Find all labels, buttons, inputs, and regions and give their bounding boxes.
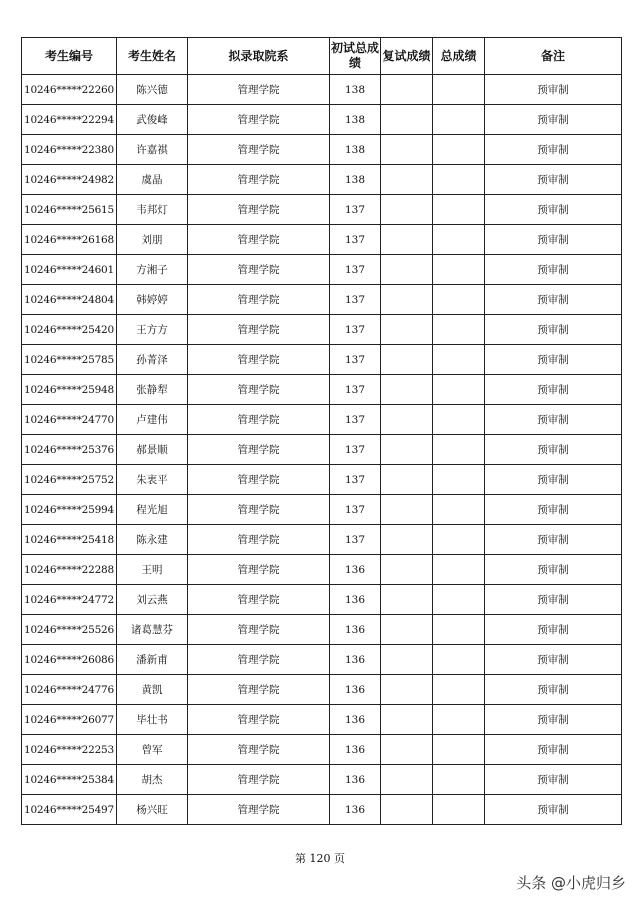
header-total-score: 总成绩 [433, 38, 485, 75]
cell-initial-score: 136 [330, 675, 381, 705]
cell-total-score [433, 75, 485, 105]
cell-candidate-name: 杨兴旺 [117, 795, 188, 825]
cell-department: 管理学院 [188, 225, 330, 255]
cell-retest-score [381, 735, 433, 765]
cell-total-score [433, 285, 485, 315]
cell-initial-score: 137 [330, 285, 381, 315]
cell-candidate-name: 王明 [117, 555, 188, 585]
cell-initial-score: 136 [330, 705, 381, 735]
cell-department: 管理学院 [188, 615, 330, 645]
cell-retest-score [381, 615, 433, 645]
cell-department: 管理学院 [188, 375, 330, 405]
cell-retest-score [381, 135, 433, 165]
table-row [22, 75, 622, 105]
cell-note: 预审制 [485, 435, 622, 465]
cell-initial-score: 137 [330, 315, 381, 345]
cell-retest-score [381, 585, 433, 615]
header-department: 拟录取院系 [188, 38, 330, 75]
cell-retest-score [381, 75, 433, 105]
cell-department: 管理学院 [188, 165, 330, 195]
table-row [22, 255, 622, 285]
cell-candidate-id: 10246*****22260 [22, 75, 117, 105]
cell-note: 预审制 [485, 705, 622, 735]
cell-department: 管理学院 [188, 765, 330, 795]
header-note: 备注 [485, 38, 622, 75]
cell-retest-score [381, 795, 433, 825]
cell-candidate-id: 10246*****25526 [22, 615, 117, 645]
cell-candidate-name: 陈兴德 [117, 75, 188, 105]
cell-initial-score: 138 [330, 135, 381, 165]
table-row [22, 375, 622, 405]
cell-initial-score: 137 [330, 255, 381, 285]
cell-total-score [433, 315, 485, 345]
table-header-row [22, 38, 622, 75]
cell-initial-score: 138 [330, 105, 381, 135]
cell-candidate-name: 郝景顺 [117, 435, 188, 465]
cell-candidate-id: 10246*****24804 [22, 285, 117, 315]
cell-candidate-name: 韦邦灯 [117, 195, 188, 225]
cell-note: 预审制 [485, 225, 622, 255]
cell-note: 预审制 [485, 765, 622, 795]
cell-total-score [433, 495, 485, 525]
cell-total-score [433, 645, 485, 675]
cell-total-score [433, 435, 485, 465]
cell-retest-score [381, 675, 433, 705]
cell-note: 预审制 [485, 285, 622, 315]
cell-retest-score [381, 435, 433, 465]
cell-initial-score: 136 [330, 555, 381, 585]
table-row [22, 435, 622, 465]
cell-department: 管理学院 [188, 75, 330, 105]
cell-candidate-id: 10246*****25615 [22, 195, 117, 225]
cell-total-score [433, 735, 485, 765]
cell-retest-score [381, 705, 433, 735]
cell-department: 管理学院 [188, 795, 330, 825]
cell-retest-score [381, 375, 433, 405]
cell-total-score [433, 795, 485, 825]
cell-total-score [433, 165, 485, 195]
table-row [22, 135, 622, 165]
cell-retest-score [381, 285, 433, 315]
cell-retest-score [381, 105, 433, 135]
cell-candidate-id: 10246*****24982 [22, 165, 117, 195]
cell-candidate-name: 韩婷婷 [117, 285, 188, 315]
cell-department: 管理学院 [188, 315, 330, 345]
cell-note: 预审制 [485, 375, 622, 405]
cell-initial-score: 137 [330, 225, 381, 255]
cell-candidate-id: 10246*****22294 [22, 105, 117, 135]
cell-retest-score [381, 225, 433, 255]
cell-note: 预审制 [485, 315, 622, 345]
cell-initial-score: 137 [330, 435, 381, 465]
cell-candidate-id: 10246*****25497 [22, 795, 117, 825]
cell-total-score [433, 675, 485, 705]
cell-retest-score [381, 465, 433, 495]
cell-total-score [433, 225, 485, 255]
cell-retest-score [381, 405, 433, 435]
cell-candidate-id: 10246*****25994 [22, 495, 117, 525]
cell-department: 管理学院 [188, 135, 330, 165]
cell-initial-score: 137 [330, 345, 381, 375]
table-row [22, 165, 622, 195]
cell-department: 管理学院 [188, 285, 330, 315]
cell-candidate-name: 方湘子 [117, 255, 188, 285]
table-row [22, 345, 622, 375]
cell-total-score [433, 255, 485, 285]
cell-total-score [433, 585, 485, 615]
cell-candidate-name: 朱衷平 [117, 465, 188, 495]
table-row [22, 705, 622, 735]
header-retest-score: 复试成绩 [381, 38, 433, 75]
cell-department: 管理学院 [188, 105, 330, 135]
cell-initial-score: 136 [330, 615, 381, 645]
cell-retest-score [381, 765, 433, 795]
cell-candidate-name: 许嘉祺 [117, 135, 188, 165]
cell-candidate-name: 黄凯 [117, 675, 188, 705]
cell-total-score [433, 105, 485, 135]
cell-department: 管理学院 [188, 645, 330, 675]
cell-initial-score: 138 [330, 165, 381, 195]
cell-candidate-id: 10246*****26077 [22, 705, 117, 735]
cell-note: 预审制 [485, 165, 622, 195]
table-row [22, 315, 622, 345]
table-row [22, 675, 622, 705]
table-row [22, 525, 622, 555]
cell-total-score [433, 525, 485, 555]
cell-candidate-id: 10246*****22253 [22, 735, 117, 765]
cell-candidate-id: 10246*****25384 [22, 765, 117, 795]
cell-candidate-name: 张静犁 [117, 375, 188, 405]
cell-candidate-name: 卢建伟 [117, 405, 188, 435]
cell-note: 预审制 [485, 555, 622, 585]
cell-retest-score [381, 555, 433, 585]
cell-initial-score: 137 [330, 495, 381, 525]
cell-candidate-id: 10246*****26086 [22, 645, 117, 675]
cell-candidate-name: 武俊峰 [117, 105, 188, 135]
table-row [22, 735, 622, 765]
cell-department: 管理学院 [188, 465, 330, 495]
cell-department: 管理学院 [188, 195, 330, 225]
cell-initial-score: 137 [330, 405, 381, 435]
cell-initial-score: 137 [330, 525, 381, 555]
table-row [22, 585, 622, 615]
table-row [22, 795, 622, 825]
cell-candidate-id: 10246*****24770 [22, 405, 117, 435]
table-row [22, 615, 622, 645]
cell-department: 管理学院 [188, 705, 330, 735]
cell-total-score [433, 765, 485, 795]
cell-candidate-name: 曾军 [117, 735, 188, 765]
cell-candidate-name: 程光旭 [117, 495, 188, 525]
table-row [22, 765, 622, 795]
cell-total-score [433, 135, 485, 165]
cell-retest-score [381, 195, 433, 225]
cell-candidate-id: 10246*****25752 [22, 465, 117, 495]
cell-department: 管理学院 [188, 585, 330, 615]
cell-candidate-name: 刘朋 [117, 225, 188, 255]
table-row [22, 195, 622, 225]
cell-candidate-name: 诸葛慧芬 [117, 615, 188, 645]
cell-retest-score [381, 345, 433, 375]
cell-candidate-id: 10246*****25948 [22, 375, 117, 405]
cell-candidate-name: 胡杰 [117, 765, 188, 795]
cell-note: 预审制 [485, 645, 622, 675]
cell-department: 管理学院 [188, 735, 330, 765]
cell-note: 预审制 [485, 345, 622, 375]
watermark: 头条 @小虎归乡 [516, 874, 626, 892]
cell-note: 预审制 [485, 465, 622, 495]
cell-total-score [433, 195, 485, 225]
header-candidate-id: 考生编号 [22, 38, 117, 75]
cell-initial-score: 137 [330, 195, 381, 225]
cell-candidate-id: 10246*****24776 [22, 675, 117, 705]
cell-candidate-id: 10246*****26168 [22, 225, 117, 255]
cell-note: 预审制 [485, 795, 622, 825]
header-initial-score: 初试总成绩 [330, 38, 381, 75]
cell-candidate-id: 10246*****25376 [22, 435, 117, 465]
cell-note: 预审制 [485, 615, 622, 645]
cell-department: 管理学院 [188, 435, 330, 465]
cell-note: 预审制 [485, 585, 622, 615]
cell-initial-score: 136 [330, 585, 381, 615]
cell-candidate-id: 10246*****25420 [22, 315, 117, 345]
table-row [22, 405, 622, 435]
table-row [22, 465, 622, 495]
cell-note: 预审制 [485, 735, 622, 765]
cell-department: 管理学院 [188, 405, 330, 435]
cell-candidate-name: 潘新甫 [117, 645, 188, 675]
cell-note: 预审制 [485, 105, 622, 135]
cell-note: 预审制 [485, 675, 622, 705]
admission-table [21, 37, 622, 825]
cell-retest-score [381, 315, 433, 345]
cell-candidate-id: 10246*****25785 [22, 345, 117, 375]
cell-department: 管理学院 [188, 555, 330, 585]
table-row [22, 285, 622, 315]
cell-note: 预审制 [485, 75, 622, 105]
cell-total-score [433, 345, 485, 375]
cell-initial-score: 138 [330, 75, 381, 105]
cell-candidate-id: 10246*****22380 [22, 135, 117, 165]
cell-candidate-name: 王方方 [117, 315, 188, 345]
cell-note: 预审制 [485, 495, 622, 525]
cell-department: 管理学院 [188, 675, 330, 705]
cell-retest-score [381, 165, 433, 195]
cell-candidate-name: 虞晶 [117, 165, 188, 195]
cell-candidate-name: 孙菁泽 [117, 345, 188, 375]
cell-initial-score: 136 [330, 645, 381, 675]
cell-retest-score [381, 525, 433, 555]
cell-note: 预审制 [485, 405, 622, 435]
cell-note: 预审制 [485, 135, 622, 165]
cell-initial-score: 136 [330, 765, 381, 795]
cell-total-score [433, 375, 485, 405]
cell-total-score [433, 405, 485, 435]
cell-total-score [433, 465, 485, 495]
cell-retest-score [381, 645, 433, 675]
cell-department: 管理学院 [188, 255, 330, 285]
cell-candidate-name: 刘云燕 [117, 585, 188, 615]
cell-candidate-id: 10246*****25418 [22, 525, 117, 555]
cell-note: 预审制 [485, 255, 622, 285]
cell-total-score [433, 705, 485, 735]
cell-department: 管理学院 [188, 495, 330, 525]
cell-note: 预审制 [485, 195, 622, 225]
cell-retest-score [381, 495, 433, 525]
cell-total-score [433, 615, 485, 645]
cell-note: 预审制 [485, 525, 622, 555]
cell-department: 管理学院 [188, 345, 330, 375]
cell-initial-score: 137 [330, 465, 381, 495]
table-row [22, 555, 622, 585]
table-row [22, 495, 622, 525]
cell-initial-score: 136 [330, 795, 381, 825]
table-row [22, 645, 622, 675]
cell-candidate-name: 陈永建 [117, 525, 188, 555]
header-candidate-name: 考生姓名 [117, 38, 188, 75]
table-row [22, 105, 622, 135]
cell-initial-score: 137 [330, 375, 381, 405]
cell-initial-score: 136 [330, 735, 381, 765]
cell-candidate-id: 10246*****24601 [22, 255, 117, 285]
cell-candidate-id: 10246*****22288 [22, 555, 117, 585]
cell-candidate-name: 毕壮书 [117, 705, 188, 735]
cell-candidate-id: 10246*****24772 [22, 585, 117, 615]
page-number: 第 120 页 [295, 852, 345, 865]
cell-total-score [433, 555, 485, 585]
cell-retest-score [381, 255, 433, 285]
cell-department: 管理学院 [188, 525, 330, 555]
table-row [22, 225, 622, 255]
